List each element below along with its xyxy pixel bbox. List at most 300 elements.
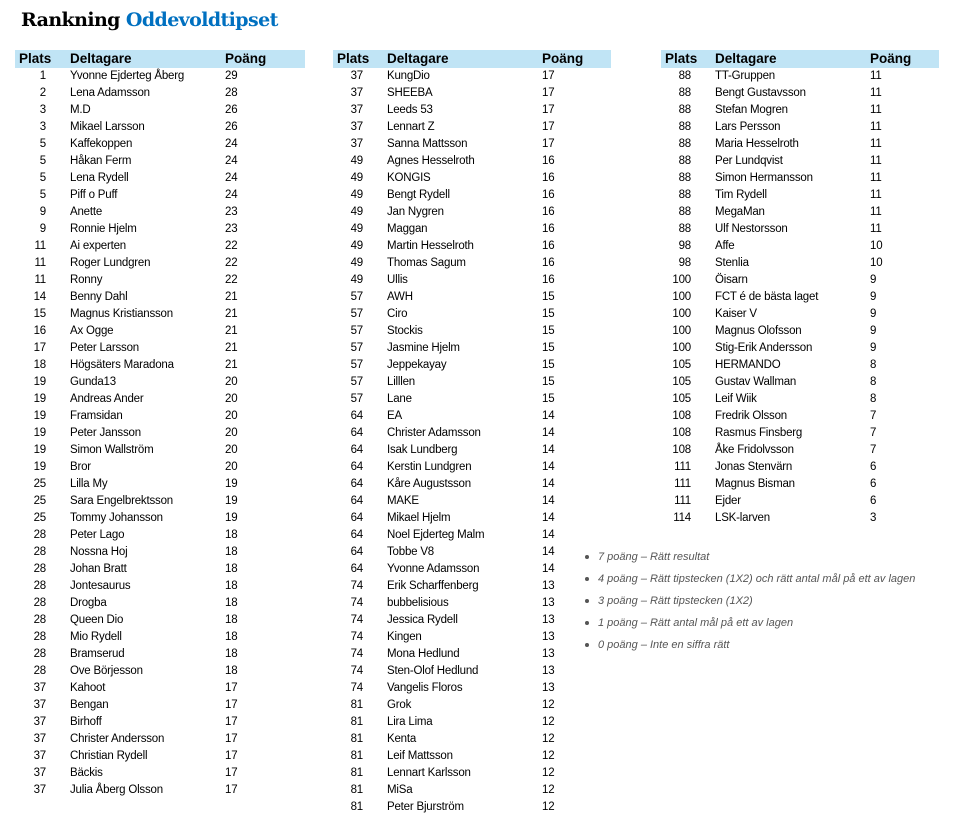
rank-cell: 108 <box>672 444 691 456</box>
participant-name-cell: Magnus Kristiansson <box>70 308 173 320</box>
points-cell: 20 <box>225 376 238 388</box>
participant-name-cell: Yvonne Adamsson <box>387 563 480 575</box>
table-row <box>333 408 611 425</box>
rank-cell: 19 <box>33 427 46 439</box>
rank-cell: 28 <box>33 580 46 592</box>
rank-cell: 28 <box>33 648 46 660</box>
points-cell: 21 <box>225 308 238 320</box>
points-cell: 24 <box>225 172 238 184</box>
rank-cell: 74 <box>350 648 363 660</box>
rank-cell: 105 <box>672 376 691 388</box>
scoring-rule <box>585 548 915 570</box>
rank-cell: 81 <box>350 784 363 796</box>
points-cell: 18 <box>225 546 238 558</box>
table-row <box>333 544 611 561</box>
table-row <box>333 170 611 187</box>
participant-name-cell: Simon Wallström <box>70 444 154 456</box>
rank-cell: 114 <box>673 512 691 524</box>
table-row <box>333 272 611 289</box>
table-row <box>661 340 939 357</box>
rank-cell: 37 <box>350 104 363 116</box>
table-header-row <box>15 50 305 68</box>
participant-name-cell: Lena Adamsson <box>70 87 150 99</box>
rank-cell: 28 <box>33 529 46 541</box>
points-cell: 11 <box>870 138 882 150</box>
rank-cell: 5 <box>39 172 46 184</box>
table-row <box>661 204 939 221</box>
participant-name-cell: Åke Fridolvsson <box>715 444 794 456</box>
participant-name-cell: Peter Larsson <box>70 342 139 354</box>
table-row <box>333 255 611 272</box>
participant-name-cell: Stockis <box>387 325 423 337</box>
rank-cell: 74 <box>350 682 363 694</box>
participant-name-cell: Kåre Augustsson <box>387 478 471 490</box>
rank-cell: 74 <box>350 597 363 609</box>
points-cell: 9 <box>870 325 877 337</box>
participant-name-cell: Grok <box>387 699 412 711</box>
participant-name-cell: Leeds 53 <box>387 104 433 116</box>
rank-cell: 49 <box>350 206 363 218</box>
scoring-rule-text: 0 poäng – Inte en siffra rätt <box>598 639 730 651</box>
participant-name-cell: Mona Hedlund <box>387 648 460 660</box>
scoring-rule <box>585 614 915 636</box>
table-row <box>333 527 611 544</box>
participant-name-cell: Bengt Rydell <box>387 189 450 201</box>
rank-cell: 105 <box>672 393 691 405</box>
rank-cell: 111 <box>674 478 691 490</box>
rank-cell: 49 <box>350 223 363 235</box>
participant-name-cell: Kingen <box>387 631 422 643</box>
rank-cell: 57 <box>350 359 363 371</box>
participant-name-cell: Fredrik Olsson <box>715 410 787 422</box>
table-row <box>661 85 939 102</box>
rank-cell: 37 <box>350 87 363 99</box>
rank-cell: 18 <box>33 359 46 371</box>
points-cell: 14 <box>542 495 555 507</box>
table-row <box>333 765 611 782</box>
participant-name-cell: Christer Adamsson <box>387 427 481 439</box>
participant-name-cell: Roger Lundgren <box>70 257 151 269</box>
header-plats: Plats <box>15 50 56 68</box>
table-row <box>15 544 305 561</box>
rank-cell: 88 <box>678 206 691 218</box>
points-cell: 18 <box>225 563 238 575</box>
points-cell: 18 <box>225 597 238 609</box>
table-row <box>661 119 939 136</box>
rank-cell: 49 <box>350 240 363 252</box>
points-cell: 12 <box>542 801 555 813</box>
points-cell: 29 <box>225 70 238 82</box>
rank-cell: 88 <box>678 223 691 235</box>
table-row <box>333 85 611 102</box>
rank-cell: 17 <box>33 342 46 354</box>
header-poang: Poäng <box>542 50 611 68</box>
table-row <box>15 714 305 731</box>
participant-name-cell: MegaMan <box>715 206 765 218</box>
points-cell: 26 <box>225 104 238 116</box>
rank-cell: 81 <box>350 733 363 745</box>
participant-name-cell: LSK-larven <box>715 512 770 524</box>
points-cell: 14 <box>542 563 555 575</box>
points-cell: 14 <box>542 427 555 439</box>
participant-name-cell: Jontesaurus <box>70 580 131 592</box>
participant-name-cell: Mikael Larsson <box>70 121 145 133</box>
table-row <box>15 646 305 663</box>
points-cell: 16 <box>542 257 555 269</box>
rank-cell: 11 <box>34 274 46 286</box>
participant-name-cell: Ronny <box>70 274 103 286</box>
points-cell: 13 <box>542 682 555 694</box>
scoring-rule <box>585 570 915 592</box>
table-row <box>333 306 611 323</box>
rank-cell: 88 <box>678 155 691 167</box>
scoring-rule <box>585 592 915 614</box>
participant-name-cell: Sten-Olof Hedlund <box>387 665 479 677</box>
participant-name-cell: Maggan <box>387 223 428 235</box>
participant-name-cell: Nossna Hoj <box>70 546 128 558</box>
rank-cell: 25 <box>33 478 46 490</box>
points-cell: 24 <box>225 189 238 201</box>
points-cell: 15 <box>542 359 555 371</box>
participant-name-cell: Gunda13 <box>70 376 116 388</box>
points-cell: 17 <box>225 716 238 728</box>
points-cell: 21 <box>225 342 238 354</box>
points-cell: 8 <box>870 359 877 371</box>
rank-cell: 64 <box>350 512 363 524</box>
table-row <box>15 68 305 85</box>
table-row <box>661 374 939 391</box>
rank-cell: 1 <box>39 70 46 82</box>
points-cell: 26 <box>225 121 238 133</box>
points-cell: 9 <box>870 291 877 303</box>
bullet-icon <box>585 643 589 647</box>
rank-cell: 19 <box>33 410 46 422</box>
points-cell: 7 <box>870 444 877 456</box>
points-cell: 12 <box>542 716 555 728</box>
points-cell: 20 <box>225 410 238 422</box>
table-row <box>333 646 611 663</box>
table-row <box>333 663 611 680</box>
table-row <box>15 204 305 221</box>
rank-cell: 37 <box>33 716 46 728</box>
table-row <box>333 612 611 629</box>
points-cell: 17 <box>542 104 555 116</box>
table-row <box>15 187 305 204</box>
table-row <box>333 561 611 578</box>
participant-name-cell: Peter Jansson <box>70 427 141 439</box>
participant-name-cell: Jan Nygren <box>387 206 444 218</box>
rank-cell: 11 <box>34 240 46 252</box>
rank-cell: 88 <box>678 104 691 116</box>
points-cell: 15 <box>542 376 555 388</box>
participant-name-cell: Ejder <box>715 495 741 507</box>
scoring-rule-text: 7 poäng – Rätt resultat <box>598 551 710 563</box>
rank-cell: 9 <box>39 206 46 218</box>
points-cell: 11 <box>870 87 882 99</box>
points-cell: 28 <box>225 87 238 99</box>
participant-name-cell: Tobbe V8 <box>387 546 434 558</box>
ranking-table-2 <box>333 50 611 816</box>
table-row <box>661 357 939 374</box>
points-cell: 15 <box>542 291 555 303</box>
table-row <box>15 612 305 629</box>
table-row <box>15 272 305 289</box>
table-row <box>15 238 305 255</box>
points-cell: 24 <box>225 155 238 167</box>
points-cell: 9 <box>870 342 877 354</box>
points-cell: 16 <box>542 223 555 235</box>
points-cell: 9 <box>870 308 877 320</box>
rank-cell: 5 <box>39 189 46 201</box>
participant-name-cell: Ciro <box>387 308 408 320</box>
table-row <box>333 697 611 714</box>
points-cell: 14 <box>542 546 555 558</box>
participant-name-cell: Mio Rydell <box>70 631 122 643</box>
table-row <box>333 204 611 221</box>
participant-name-cell: Benny Dahl <box>70 291 128 303</box>
table-row <box>661 476 939 493</box>
points-cell: 24 <box>225 138 238 150</box>
table-row <box>15 629 305 646</box>
points-cell: 14 <box>542 444 555 456</box>
table-row <box>661 68 939 85</box>
table-row <box>661 238 939 255</box>
page-title-accent: Oddevoldtipset <box>125 9 278 31</box>
table-row <box>15 323 305 340</box>
header-deltagare: Deltagare <box>56 50 225 68</box>
rank-cell: 74 <box>350 631 363 643</box>
rank-cell: 16 <box>33 325 46 337</box>
points-cell: 12 <box>542 733 555 745</box>
points-cell: 21 <box>225 291 238 303</box>
table-row <box>333 374 611 391</box>
participant-name-cell: Jessica Rydell <box>387 614 458 626</box>
participant-name-cell: Stefan Mogren <box>715 104 788 116</box>
table-row <box>15 255 305 272</box>
participant-name-cell: Kaiser V <box>715 308 757 320</box>
participant-name-cell: Ove Börjesson <box>70 665 143 677</box>
participant-name-cell: Ai experten <box>70 240 126 252</box>
participant-name-cell: Bror <box>70 461 91 473</box>
participant-name-cell: AWH <box>387 291 413 303</box>
points-cell: 16 <box>542 240 555 252</box>
participant-name-cell: FCT é de bästa laget <box>715 291 819 303</box>
points-cell: 6 <box>870 495 877 507</box>
table-row <box>15 170 305 187</box>
table-row <box>15 459 305 476</box>
participant-name-cell: SHEEBA <box>387 87 433 99</box>
table-row <box>661 510 939 527</box>
table-row <box>15 493 305 510</box>
rank-cell: 28 <box>33 665 46 677</box>
bullet-icon <box>585 621 589 625</box>
participant-name-cell: HERMANDO <box>715 359 781 371</box>
table-row <box>15 765 305 782</box>
participant-name-cell: Jasmine Hjelm <box>387 342 460 354</box>
table-row <box>333 442 611 459</box>
rank-cell: 81 <box>350 716 363 728</box>
rank-cell: 64 <box>350 410 363 422</box>
participant-name-cell: Affe <box>715 240 735 252</box>
points-cell: 17 <box>542 138 555 150</box>
ranking-table-3 <box>661 50 939 527</box>
points-cell: 13 <box>542 648 555 660</box>
participant-name-cell: Johan Bratt <box>70 563 127 575</box>
points-cell: 20 <box>225 444 238 456</box>
points-cell: 11 <box>870 189 882 201</box>
rank-cell: 57 <box>350 308 363 320</box>
points-cell: 18 <box>225 648 238 660</box>
points-cell: 18 <box>225 614 238 626</box>
rank-cell: 3 <box>39 121 46 133</box>
points-cell: 21 <box>225 359 238 371</box>
rank-cell: 81 <box>350 699 363 711</box>
rank-cell: 64 <box>350 546 363 558</box>
table-row <box>661 408 939 425</box>
table-row <box>333 476 611 493</box>
rank-cell: 64 <box>350 444 363 456</box>
rank-cell: 9 <box>39 223 46 235</box>
participant-name-cell: Lars Persson <box>715 121 781 133</box>
points-cell: 7 <box>870 410 877 422</box>
points-cell: 17 <box>225 750 238 762</box>
points-cell: 12 <box>542 750 555 762</box>
table-row <box>661 136 939 153</box>
participant-name-cell: Julia Åberg Olsson <box>70 784 163 796</box>
points-cell: 16 <box>542 155 555 167</box>
table-row <box>661 459 939 476</box>
table-row <box>15 510 305 527</box>
points-cell: 18 <box>225 580 238 592</box>
participant-name-cell: Maria Hesselroth <box>715 138 799 150</box>
participant-name-cell: Ulf Nestorsson <box>715 223 788 235</box>
rank-cell: 28 <box>33 563 46 575</box>
rank-cell: 81 <box>350 767 363 779</box>
table-row <box>661 425 939 442</box>
participant-name-cell: Kenta <box>387 733 417 745</box>
participant-name-cell: bubbelisious <box>387 597 449 609</box>
points-cell: 23 <box>225 206 238 218</box>
points-cell: 15 <box>542 325 555 337</box>
points-cell: 20 <box>225 461 238 473</box>
rank-cell: 100 <box>672 325 691 337</box>
table-row <box>15 748 305 765</box>
points-cell: 19 <box>225 478 238 490</box>
participant-name-cell: Christian Rydell <box>70 750 148 762</box>
rank-cell: 37 <box>350 70 363 82</box>
table-row <box>333 153 611 170</box>
table-row <box>15 136 305 153</box>
rank-cell: 88 <box>678 138 691 150</box>
table-row <box>333 102 611 119</box>
points-cell: 17 <box>225 784 238 796</box>
table-row <box>333 748 611 765</box>
points-cell: 13 <box>542 614 555 626</box>
points-cell: 11 <box>870 104 882 116</box>
participant-name-cell: Queen Dio <box>70 614 124 626</box>
scoring-rule-text: 4 poäng – Rätt tipstecken (1X2) och rätt antal mål på ett av lagen <box>598 573 916 585</box>
rank-cell: 98 <box>678 257 691 269</box>
header-plats: Plats <box>333 50 373 68</box>
table-row <box>333 119 611 136</box>
participant-name-cell: Öisarn <box>715 274 748 286</box>
rank-cell: 100 <box>672 308 691 320</box>
rank-cell: 64 <box>350 427 363 439</box>
rank-cell: 15 <box>33 308 46 320</box>
participant-name-cell: Thomas Sagum <box>387 257 466 269</box>
points-cell: 16 <box>542 274 555 286</box>
points-cell: 10 <box>870 240 883 252</box>
rank-cell: 19 <box>33 444 46 456</box>
points-cell: 18 <box>225 631 238 643</box>
rank-cell: 111 <box>674 461 691 473</box>
table-row <box>661 289 939 306</box>
table-row <box>15 102 305 119</box>
bullet-icon <box>585 555 589 559</box>
participant-name-cell: Stenlia <box>715 257 749 269</box>
table-row <box>333 799 611 816</box>
rank-cell: 64 <box>350 478 363 490</box>
rank-cell: 81 <box>350 750 363 762</box>
table-row <box>661 272 939 289</box>
points-cell: 12 <box>542 767 555 779</box>
table-row <box>333 578 611 595</box>
table-row <box>333 782 611 799</box>
points-cell: 3 <box>870 512 877 524</box>
participant-name-cell: Ronnie Hjelm <box>70 223 137 235</box>
rank-cell: 57 <box>350 342 363 354</box>
table-row <box>333 731 611 748</box>
table-row <box>15 731 305 748</box>
participant-name-cell: Simon Hermansson <box>715 172 813 184</box>
table-row <box>333 629 611 646</box>
table-row <box>15 442 305 459</box>
points-cell: 13 <box>542 597 555 609</box>
points-cell: 8 <box>870 393 877 405</box>
points-cell: 16 <box>542 172 555 184</box>
participant-name-cell: Sara Engelbrektsson <box>70 495 173 507</box>
rank-cell: 37 <box>33 699 46 711</box>
participant-name-cell: Martin Hesselroth <box>387 240 474 252</box>
participant-name-cell: Kerstin Lundgren <box>387 461 472 473</box>
points-cell: 17 <box>225 767 238 779</box>
participant-name-cell: Rasmus Finsberg <box>715 427 803 439</box>
participant-name-cell: Agnes Hesselroth <box>387 155 475 167</box>
points-cell: 10 <box>870 257 883 269</box>
points-cell: 6 <box>870 461 877 473</box>
table-row <box>661 187 939 204</box>
rank-cell: 108 <box>672 427 691 439</box>
points-cell: 11 <box>870 172 882 184</box>
points-cell: 17 <box>225 733 238 745</box>
participant-name-cell: Bäckis <box>70 767 103 779</box>
points-cell: 23 <box>225 223 238 235</box>
page-title <box>21 8 278 32</box>
points-cell: 8 <box>870 376 877 388</box>
participant-name-cell: Isak Lundberg <box>387 444 458 456</box>
points-cell: 14 <box>542 512 555 524</box>
participant-name-cell: Per Lundqvist <box>715 155 783 167</box>
points-cell: 13 <box>542 665 555 677</box>
table-row <box>661 323 939 340</box>
table-row <box>15 697 305 714</box>
points-cell: 15 <box>542 308 555 320</box>
table-row <box>15 85 305 102</box>
table-row <box>333 425 611 442</box>
points-cell: 16 <box>542 206 555 218</box>
points-cell: 6 <box>870 478 877 490</box>
points-cell: 20 <box>225 427 238 439</box>
